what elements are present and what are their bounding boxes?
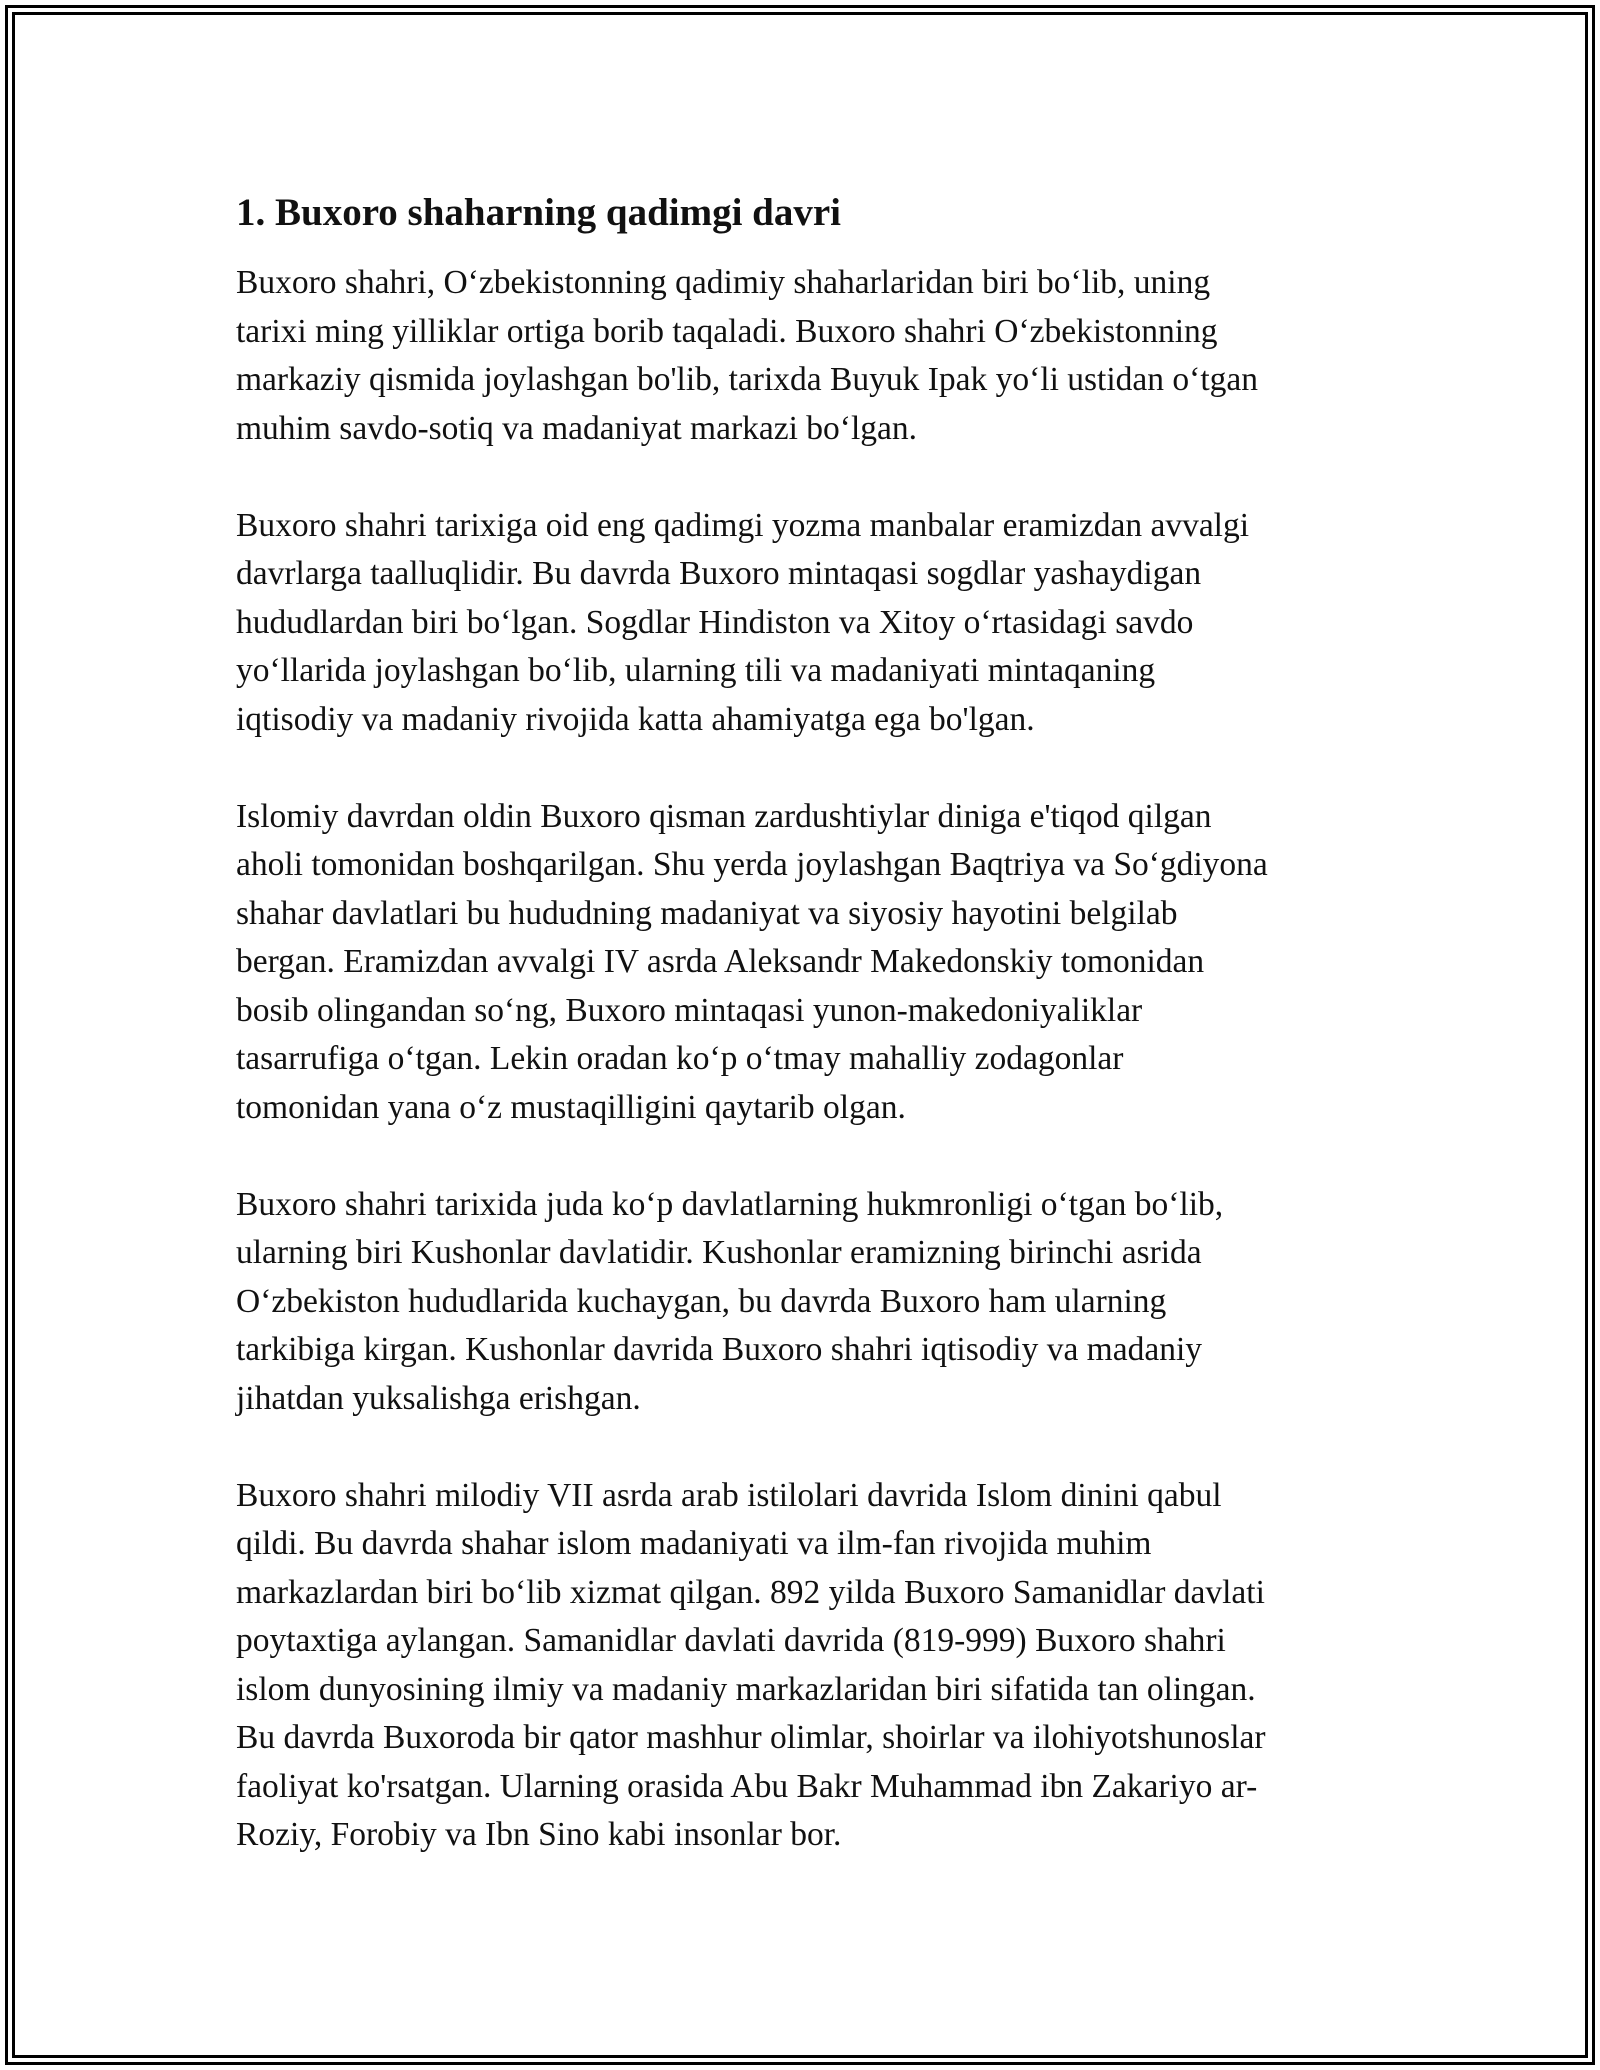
paragraph-line: yo‘llarida joylashgan bo‘lib, ularning tili va madaniyati mintaqaning: [236, 652, 1156, 689]
paragraph-line: aholi tomonidan boshqarilgan. Shu yerda joylashgan Baqtriya va So‘gdiyona: [236, 846, 1268, 883]
paragraph-line: poytaxtiga aylangan. Samanidlar davlati davrida (819-999) Buxoro shahri: [236, 1622, 1226, 1659]
paragraph-line: bergan. Eramizdan avvalgi IV asrda Aleksandr Makedonskiy tomonidan: [236, 943, 1205, 980]
paragraph-line: bosib olingandan so‘ng, Buxoro mintaqasi yunon-makedoniyaliklar: [236, 991, 1143, 1029]
paragraph-line: Buxoro shahri, O‘zbekistonning qadimiy shaharlaridan biri bo‘lib, uning: [236, 264, 1211, 301]
paragraph-line: O‘zbekiston hududlarida kuchaygan, bu davrda Buxoro ham ularning: [236, 1282, 1167, 1320]
paragraph-line: jihatdan yuksalishga erishgan.: [236, 1379, 641, 1417]
paragraph-line: Islomiy davrdan oldin Buxoro qisman zardushtiylar diniga e'tiqod qilgan: [236, 797, 1212, 835]
paragraph-line: tasarrufiga o‘tgan. Lekin oradan ko‘p o‘tmay mahalliy zodagonlar: [236, 1040, 1124, 1077]
paragraph-line: davrlarga taalluqlidir. Bu davrda Buxoro mintaqasi sogdlar yashaydigan: [236, 555, 1202, 592]
paragraph-line: markazlardan biri bo‘lib xizmat qilgan. 892 yilda Buxoro Samanidlar davlati: [236, 1573, 1265, 1611]
paragraph-line: markaziy qismida joylashgan bo'lib, tarixda Buyuk Ipak yo‘li ustidan o‘tgan: [236, 361, 1258, 398]
paragraph: [236, 259, 1376, 453]
paragraph-line: hududlardan biri bo‘lgan. Sogdlar Hindiston va Xitoy o‘rtasidagi savdo: [236, 603, 1194, 641]
paragraph-line: qildi. Bu davrda shahar islom madaniyati va ilm-fan rivojida muhim: [236, 1525, 1152, 1562]
paragraph: [236, 793, 1376, 1133]
paragraph: [236, 1181, 1376, 1424]
paragraph-line: Bu davrda Buxoroda bir qator mashhur olimlar, shoirlar va ilohiyotshunoslar: [236, 1719, 1266, 1756]
paragraph-line: faoliyat ko'rsatgan. Ularning orasida Abu Bakr Muhammad ibn Zakariyo ar-: [236, 1767, 1258, 1805]
paragraph: [236, 502, 1376, 745]
paragraph-line: ularning biri Kushonlar davlatidir. Kushonlar eramizning birinchi asrida: [236, 1234, 1202, 1271]
paragraph-list: [236, 259, 1376, 1860]
paragraph-line: tarkibiga kirgan. Kushonlar davrida Buxoro shahri iqtisodiy va madaniy: [236, 1331, 1203, 1368]
paragraph-line: Buxoro shahri tarixiga oid eng qadimgi yozma manbalar eramizdan avvalgi: [236, 506, 1250, 544]
paragraph-line: Roziy, Forobiy va Ibn Sino kabi insonlar bor.: [236, 1816, 842, 1853]
document-body: [236, 185, 1376, 1908]
section-heading: 1. Buxoro shaharning qadimgi davri: [236, 191, 842, 234]
paragraph-line: islom dunyosining ilmiy va madaniy markazlaridan biri sifatida tan olingan.: [236, 1670, 1256, 1708]
paragraph-line: Buxoro shahri milodiy VII asrda arab istilolari davrida Islom dinini qabul: [236, 1476, 1222, 1514]
paragraph-line: tomonidan yana o‘z mustaqilligini qaytarib olgan.: [236, 1088, 906, 1126]
paragraph-line: muhim savdo-sotiq va madaniyat markazi bo‘lgan.: [236, 409, 917, 447]
paragraph: [236, 1472, 1376, 1860]
paragraph-line: iqtisodiy va madaniy rivojida katta ahamiyatga ega bo'lgan.: [236, 700, 1035, 738]
paragraph-line: Buxoro shahri tarixida juda ko‘p davlatlarning hukmronligi o‘tgan bo‘lib,: [236, 1185, 1224, 1223]
paragraph-line: tarixi ming yilliklar ortiga borib taqaladi. Buxoro shahri O‘zbekistonning: [236, 312, 1218, 350]
paragraph-line: shahar davlatlari bu hududning madaniyat va siyosiy hayotini belgilab: [236, 894, 1178, 932]
